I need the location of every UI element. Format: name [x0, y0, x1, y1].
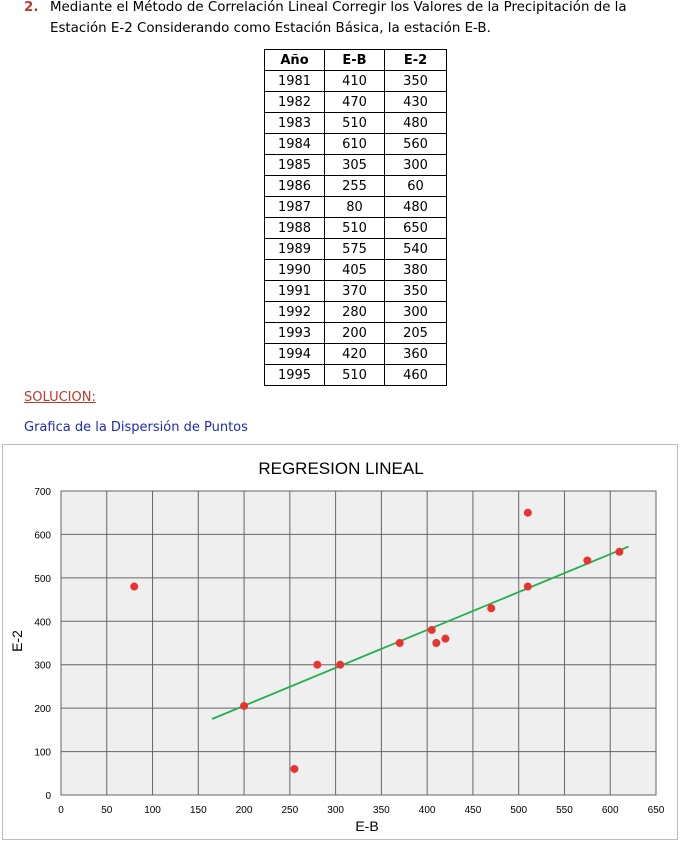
y-tick-label: 500 [34, 573, 51, 585]
table-row [265, 113, 447, 134]
x-tick-label: 200 [235, 805, 253, 816]
x-tick-label: 350 [373, 805, 390, 816]
table-row [265, 71, 447, 92]
data-point [290, 765, 298, 773]
chart-title: REGRESION LINEAL [258, 459, 424, 478]
cell-year: 1981 [265, 71, 325, 92]
cell-eb: 80 [325, 197, 385, 218]
cell-year: 1991 [265, 281, 325, 302]
data-point [583, 556, 591, 564]
table-row [265, 134, 447, 155]
x-tick-label: 250 [281, 805, 299, 816]
cell-year: 1989 [265, 239, 325, 260]
cell-eb: 410 [325, 71, 385, 92]
cell-eb: 510 [325, 113, 385, 134]
x-tick-label: 50 [101, 805, 113, 816]
table-row [265, 281, 447, 302]
x-tick-label: 100 [144, 805, 161, 816]
table-row [265, 197, 447, 218]
table-header-row [265, 50, 447, 71]
table-row [265, 218, 447, 239]
data-point [615, 548, 623, 556]
cell-e2: 480 [385, 197, 447, 218]
y-tick-label: 600 [34, 530, 51, 542]
cell-eb: 255 [325, 176, 385, 197]
cell-e2: 380 [385, 260, 447, 281]
cell-year: 1988 [265, 218, 325, 239]
y-tick-label: 400 [34, 617, 51, 629]
cell-e2: 300 [385, 155, 447, 176]
y-tick-label: 0 [45, 791, 51, 802]
cell-eb: 510 [325, 365, 385, 386]
table-row [265, 260, 447, 281]
cell-e2: 540 [385, 239, 447, 260]
y-tick-label: 700 [34, 487, 51, 498]
table-row [265, 176, 447, 197]
cell-e2: 650 [385, 218, 447, 239]
table-row [265, 302, 447, 323]
grafica-heading: Grafica de la Dispersión de Puntos [24, 420, 248, 435]
x-tick-label: 450 [464, 805, 482, 816]
cell-e2: 205 [385, 323, 447, 344]
cell-year: 1986 [265, 176, 325, 197]
data-point [313, 661, 321, 669]
problem-number: 2. [24, 0, 39, 15]
cell-e2: 60 [385, 176, 447, 197]
data-table [264, 49, 447, 386]
cell-eb: 510 [325, 218, 385, 239]
x-tick-label: 300 [327, 805, 344, 816]
table-row [265, 92, 447, 113]
x-tick-label: 400 [418, 805, 436, 816]
cell-e2: 480 [385, 113, 447, 134]
data-point [487, 604, 495, 612]
cell-year: 1990 [265, 260, 325, 281]
y-tick-label: 200 [34, 704, 51, 716]
x-tick-label: 0 [58, 805, 64, 816]
cell-year: 1984 [265, 134, 325, 155]
cell-year: 1987 [265, 197, 325, 218]
x-tick-label: 650 [647, 805, 665, 816]
solucion-heading: SOLUCION: [24, 390, 96, 405]
data-point [441, 635, 449, 643]
cell-eb: 575 [325, 239, 385, 260]
cell-eb: 470 [325, 92, 385, 113]
data-point [432, 639, 440, 647]
table-row [265, 155, 447, 176]
cell-year: 1995 [265, 365, 325, 386]
y-tick-label: 100 [34, 747, 51, 759]
cell-eb: 305 [325, 155, 385, 176]
cell-eb: 420 [325, 344, 385, 365]
cell-e2: 460 [385, 365, 447, 386]
cell-e2: 360 [385, 344, 447, 365]
scatter-chart [3, 445, 679, 841]
data-point [336, 661, 344, 669]
cell-eb: 280 [325, 302, 385, 323]
problem-text-2: Estación E-2 Considerando como Estación Básica, la estación E-B. [50, 21, 491, 36]
table-row [265, 344, 447, 365]
data-point [130, 583, 138, 591]
y-axis-label: E-2 [9, 630, 25, 652]
data-point [396, 639, 404, 647]
cell-year: 1994 [265, 344, 325, 365]
y-tick-label: 300 [34, 660, 51, 672]
cell-e2: 430 [385, 92, 447, 113]
header-ano: Año [265, 50, 325, 71]
cell-year: 1992 [265, 302, 325, 323]
problem-line-1 [24, 0, 664, 18]
data-point [524, 509, 532, 517]
x-axis-label: E-B [355, 818, 379, 834]
cell-year: 1993 [265, 323, 325, 344]
cell-eb: 200 [325, 323, 385, 344]
cell-eb: 370 [325, 281, 385, 302]
cell-e2: 560 [385, 134, 447, 155]
cell-year: 1983 [265, 113, 325, 134]
cell-e2: 300 [385, 302, 447, 323]
cell-eb: 610 [325, 134, 385, 155]
cell-year: 1985 [265, 155, 325, 176]
problem-statement [24, 0, 664, 39]
plot-area [61, 491, 656, 795]
table-row [265, 365, 447, 386]
header-eb: E-B [325, 50, 385, 71]
cell-eb: 405 [325, 260, 385, 281]
x-tick-label: 150 [189, 805, 207, 816]
x-tick-label: 550 [556, 805, 573, 816]
x-tick-label: 600 [601, 805, 619, 816]
cell-year: 1982 [265, 92, 325, 113]
chart-container [2, 444, 678, 840]
data-point [428, 626, 436, 634]
data-point [524, 583, 532, 591]
cell-e2: 350 [385, 281, 447, 302]
table-row [265, 239, 447, 260]
table-row [265, 323, 447, 344]
x-tick-label: 500 [510, 805, 528, 816]
data-point [240, 702, 248, 710]
header-e2: E-2 [385, 50, 447, 71]
problem-text-1: Mediante el Método de Correlación Lineal Corregir los Valores de la Precipitación de la [50, 0, 627, 15]
cell-e2: 350 [385, 71, 447, 92]
